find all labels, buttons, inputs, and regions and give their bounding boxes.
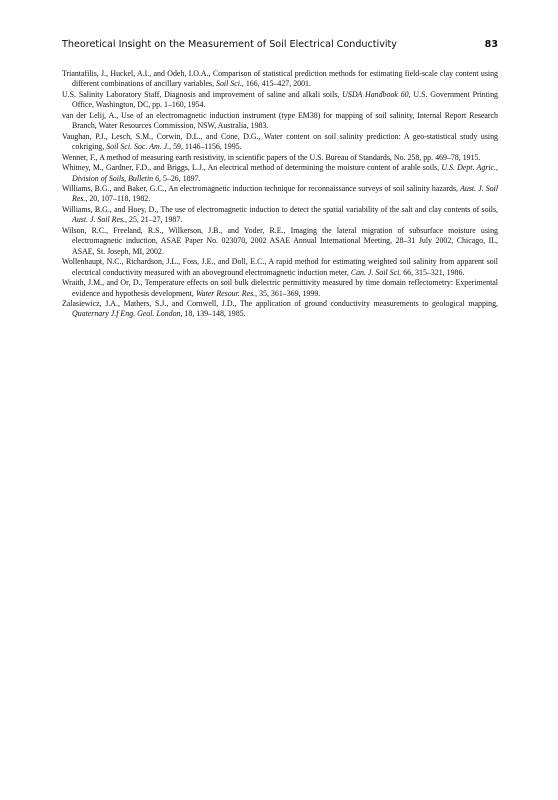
reference-venue: Water Resour. Res. (195, 288, 256, 298)
reference-text: Williams, B.G., and Baker, G.C., An electromagnetic induction technique for reconnaissance surveys of soil salinity hazards, (62, 183, 461, 193)
reference-text: van der Lelij, A., Use of an electromagnetic induction instrument (type EM38) for mapping of soil salinity, Internal Report Research Branch, Water Resources Commission, NSW, Australia, 1983. (62, 110, 498, 131)
reference-entry (62, 90, 498, 111)
page-number: 83 (484, 39, 498, 50)
reference-entry (62, 153, 498, 163)
reference-entry (62, 205, 498, 226)
reference-venue: Quaternary J.f Eng. Geol. London (72, 309, 181, 319)
reference-text: Williams, B.G., and Hoey, D., The use of electromagnetic induction to detect the spatial variability of the salt and clay contents of soils, (62, 204, 498, 214)
reference-text: Whitney, M., Gardner, F.D., and Briggs, L.J., An electrical method of determining the moisture content of arable soils, (62, 163, 442, 173)
reference-list (62, 69, 498, 320)
reference-details: , 20, 107–118, 1982. (85, 194, 151, 204)
reference-text: Wilson, R.C., Freeland, R.S., Wilkerson, J.B., and Yoder, R.E., Imaging the lateral migration of subsurface moisture using electromagnetic induction, ASAE Paper No. 023070, 2002 ASAE Annual International Meeting, 28–31 July 2002, Chicago, IL, ASAE, St. Joseph, MI, 2002. (62, 225, 498, 256)
reference-text: Vaughan, P.J., Lesch, S.M., Corwin, D.L., and Cone, D.G., Water content on soil salinity prediction: A geo-statistical study using cokriging, (62, 131, 498, 152)
reference-venue: Soil Sci. Soc. Am. J. (106, 142, 170, 152)
reference-entry (62, 226, 498, 257)
reference-text: Triantafilis, J., Huckel, A.I., and Odeh, I.O.A., Comparison of statistical prediction methods for estimating field-scale clay content using different combinations of ancillary variables, (62, 69, 498, 89)
reference-details: , 25, 21–27, 1987. (125, 215, 183, 225)
reference-details: , 5–26, 1897. (159, 173, 201, 183)
reference-text: U.S. Salinity Laboratory Staff, Diagnosis and improvement of saline and alkali soils, (62, 89, 343, 99)
reference-entry (62, 257, 498, 278)
reference-details: , 166, 415–427, 2001. (241, 79, 311, 89)
reference-entry (62, 111, 498, 132)
running-title: Theoretical Insight on the Measurement of Soil Electrical Conductivity (62, 39, 397, 50)
reference-entry (62, 278, 498, 299)
reference-text: Wenner, F., A method of measuring earth resistivity, in scientific papers of the U.S. Bureau of Standards, No. 258, pp. 469–78, 1915. (62, 152, 481, 162)
reference-entry (62, 69, 498, 90)
reference-details: 66, 315–321, 1986. (401, 267, 465, 277)
reference-text: Wraith, J.M., and Or, D., Temperature effects on soil bulk dielectric permittivity measured by time domain reflectometry: Experimental evidence and hypothesis development, (62, 278, 498, 298)
reference-venue: Aust. J. Soil Res. (72, 183, 499, 204)
reference-text: Wollenhaupt, N.C., Richardson, J.L., Foss, J.E., and Doll, E.C., A rapid method for estimating weighted soil salinity from apparent soil electrical conductivity measured with an aboveground electromagnetic induction meter, (62, 257, 498, 277)
reference-details: , 18, 139–148, 1985. (180, 309, 246, 319)
reference-entry (62, 163, 498, 184)
reference-venue: Aust. J. Soil Res. (72, 215, 126, 225)
reference-entry (62, 132, 498, 153)
reference-details: , 35, 361–369, 1999. (255, 288, 321, 298)
reference-details: , U.S. Government Printing Office, Washington, DC, pp. 1–160, 1954. (72, 89, 498, 110)
reference-venue: USDA Handbook 60 (342, 89, 409, 99)
reference-text: Zalasiewicz, J.A., Mathers, S.J., and Cornwell, J.D., The application of ground conductivity measurements to geological mapping, (62, 298, 498, 308)
reference-details: , 59, 1146–1156, 1995. (169, 142, 242, 152)
reference-venue: Soil Sci. (216, 79, 242, 89)
reference-venue: Can. J. Soil Sci. (350, 267, 402, 277)
running-header (62, 39, 498, 55)
reference-venue: U.S. Dept. Agric., Division of Soils, Bulletin 6 (72, 163, 498, 183)
reference-entry (62, 184, 498, 205)
reference-entry (62, 299, 498, 320)
